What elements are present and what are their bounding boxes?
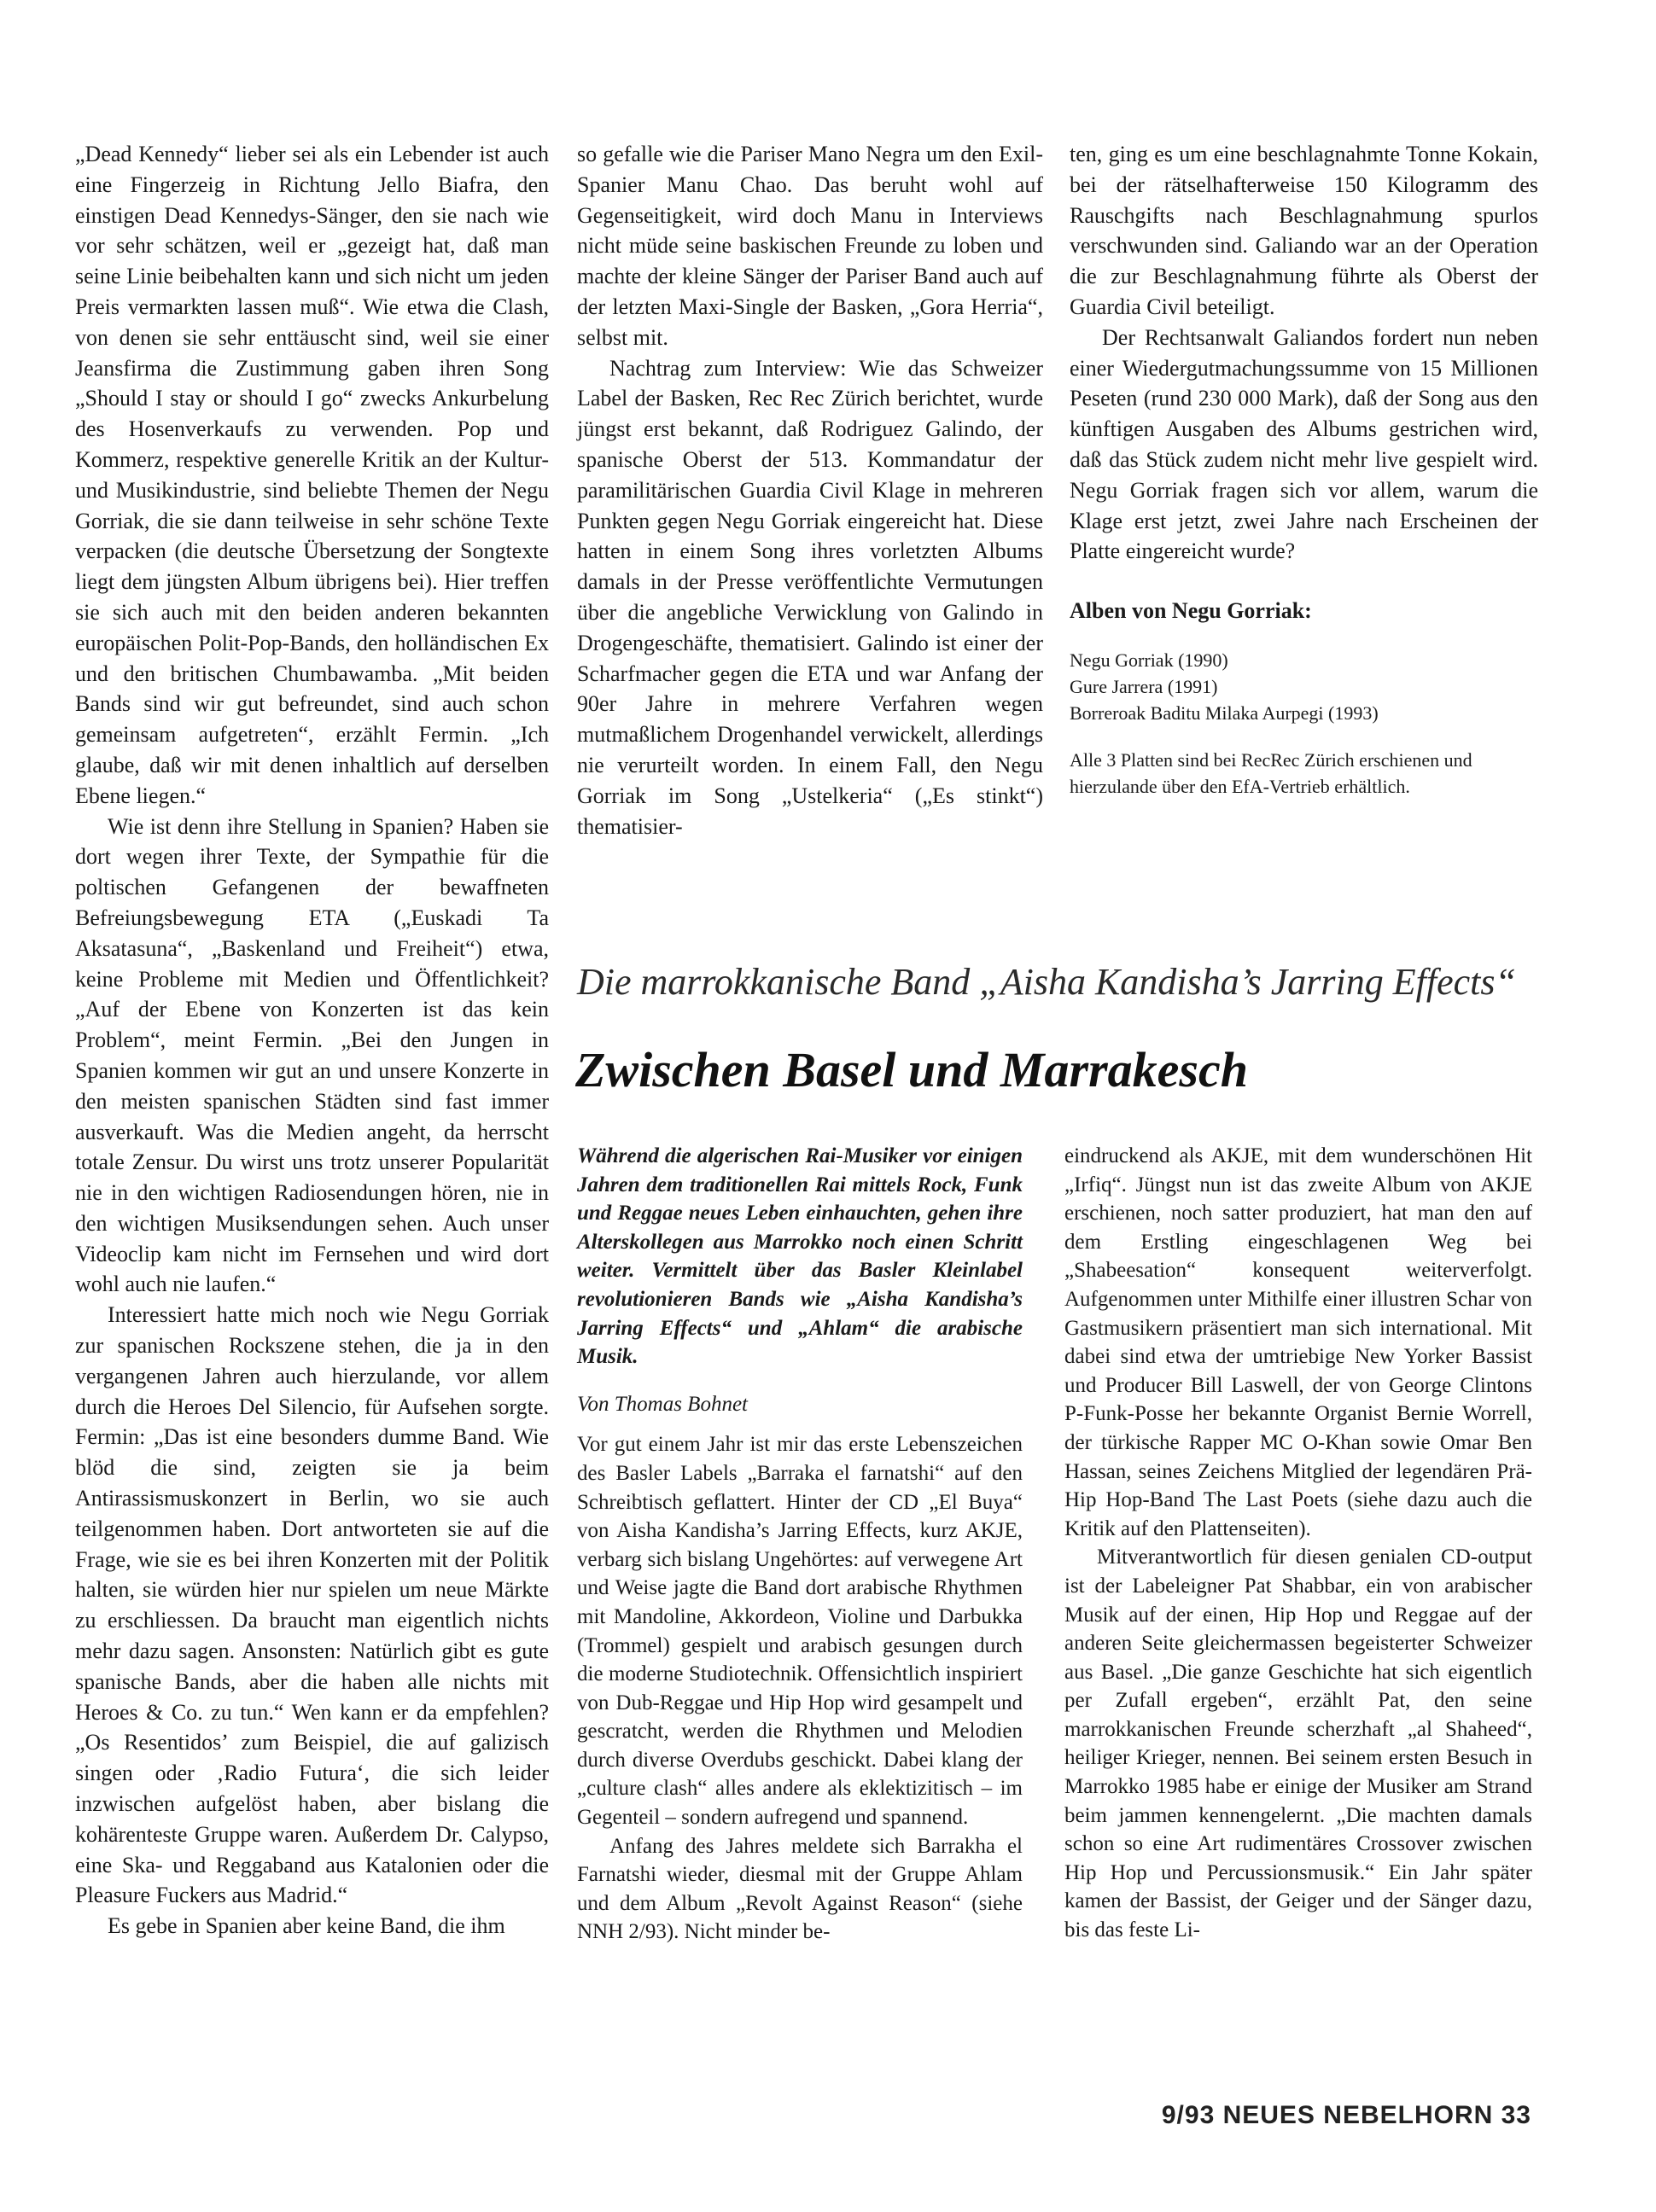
paragraph: so gefalle wie die Pariser Mano Negra um den Exil-Spanier Manu Chao. Das beruht wohl auf Gegenseitigkeit, wird doch Manu in Interviews nicht müde seine baskischen Freunde zu loben und machte der kleine Sänger der Pariser Band auch auf der letzten Maxi-Single der Basken, „Gora Herria“, selbst mit. bbox=[577, 142, 1043, 350]
album-item: Gure Jarrera (1991) bbox=[1070, 675, 1218, 697]
article-lead: Während die algerischen Rai-Musiker vor einigen Jahren dem traditionellen Rai mittels Rock, Funk und Reggae neues Leben einhauchten, gehen ihre Alterskollegen aus Marrokko noch einen Schritt weiter. Vermittelt über das Basler Kleinlabel revolutionieren Bands wie „Aisha Kandisha’s Jarring Effects“ und „Ahlam“ die arabische Musik. bbox=[577, 1144, 1023, 1369]
byline: Von Thomas Bohnet bbox=[577, 1392, 748, 1416]
paragraph: Anfang des Jahres meldete sich Barrakha el Farnatshi wieder, diesmal mit der Gruppe Ahlam und dem Album „Revolt Against Reason“ (siehe NNH 2/93). Nicht minder be- bbox=[577, 1834, 1023, 1944]
article2-column-1 bbox=[577, 1142, 1023, 1947]
article-column-2 bbox=[577, 139, 1043, 841]
article-column-1 bbox=[75, 139, 549, 1941]
paragraph: eindruckend als AKJE, mit dem wunderschönen Hit „Irfiq“. Jüngst nun ist das zweite Album von AKJE erschienen, noch satter produziert, hat man den auf dem Erstling eingeschlagenen Weg bei „Shabeesation“ konsequent weiterverfolgt. Aufgenommen unter Mithilfe einer illustren Schar von Gastmusikern präsentiert man sich international. Mit dabei sind etwa der umtriebige New Yorker Bassist und Producer Bill Laswell, der von George Clintons P-Funk-Posse her bekannte Organist Bernie Worrell, der türkische Rapper MC O-Khan sowie Omar Ben Hassan, seines Zeichens Mitglied der legendären Prä-Hip Hop-Band The Last Poets (siehe dazu auch die Kritik auf den Plattenseiten). bbox=[1064, 1144, 1532, 1540]
album-item: Negu Gorriak (1990) bbox=[1070, 649, 1228, 671]
paragraph: Es gebe in Spanien aber keine Band, die ihm bbox=[108, 1913, 505, 1939]
albums-list bbox=[1070, 647, 1538, 726]
article-headline: Zwischen Basel und Marrakesch bbox=[575, 1042, 1248, 1097]
paragraph: Der Rechtsanwalt Galiandos fordert nun neben einer Wiedergutmachungssumme von 15 Millionen Peseten (rund 230 000 Mark), daß der Song aus den künftigen Ausgaben des Albums gestrichen wird, daß das Stück zudem nicht mehr live gespielt wird. Negu Gorriak fragen sich vor allem, warum die Klage erst jetzt, zwei Jahre nach Erscheinen der Platte eingereicht wurde? bbox=[1070, 324, 1538, 564]
paragraph: Nachtrag zum Interview: Wie das Schweizer Label der Basken, Rec Rec Zürich berichtet, wurde jüngst erst bekannt, daß Rodriguez Galindo, der spanische Oberst der 513. Kommandatur der paramilitärischen Guardia Civil Klage in mehreren Punkten gegen Negu Gorriak eingereicht hat. Diese hatten in einem Song ihres vorletzten Albums damals in der Presse veröffentlichte Vermutungen über die angebliche Verwicklung von Galindo in Drogengeschäfte, thematisiert. Galindo ist einer der Scharfmacher gegen die ETA und war Anfang der 90er Jahre in mehrere Verfahren wegen mutmaßlichem Drogenhandel verwickelt, allerdings nie verurteilt worden. In einem Fall, den Negu Gorriak im Song „Ustelkeria“ („Es stinkt“) thematisier- bbox=[577, 355, 1043, 839]
albums-heading: Alben von Negu Gorriak: bbox=[1070, 598, 1312, 624]
article2-column-2 bbox=[1064, 1142, 1532, 1945]
paragraph: Vor gut einem Jahr ist mir das erste Lebenszeichen des Basler Labels „Barraka el farnatshi“ auf den Schreibtisch geflattert. Hinter der CD „El Buya“ von Aisha Kandisha’s Jarring Effects, kurz AKJE, verbarg sich bislang Ungehörtes: auf verwegene Art und Weise jagte die Band dort arabische Rhythmen mit Mandoline, Akkordeon, Violine und Darbukka (Trommel) gespielt und arabisch gesungen durch die moderne Studiotechnik. Offensichtlich inspiriert von Dub-Reggae und Hip Hop wird gesampelt und gescratcht, werden die Rhythmen und Melodien durch diverse Overdubs geschickt. Dabei klang der „culture clash“ alles andere als eklektizitisch – im Gegenteil – sondern aufregend und spannend. bbox=[577, 1433, 1023, 1830]
paragraph: „Dead Kennedy“ lieber sei als ein Lebender ist auch eine Fingerzeig in Richtung Jello Biafra, den einstigen Dead Kennedys-Sänger, den sie nach wie vor sehr schätzen, weil er „gezeigt hat, daß man seine Linie beibehalten kann und sich nicht um jeden Preis vermarkten lassen muß“. Wie etwa die Clash, von denen sie sehr enttäuscht sind, weil sie einer Jeansfirma die Zustimmung gaben ihren Song „Should I stay or should I go“ zwecks Ankurbelung des Hosenverkaufs zu verwenden. Pop und Kommerz, respektive generelle Kritik an der Kultur- und Musikindustrie, sind beliebte Themen der Negu Gorriak, die sie dann teilweise in sehr schöne Texte verpacken (die deutsche Übersetzung der Songtexte liegt dem jüngsten Album übrigens bei). Hier treffen sie sich auch mit den beiden anderen bekannten europäischen Polit-Pop-Bands, den holländischen Ex und den britischen Chumbawamba. „Mit beiden Bands sind wir gut befreundet, sind auch schon gemeinsam aufgetreten“, erzählt Fermin. „Ich glaube, daß wir mit denen inhaltlich auf derselben Ebene liegen.“ bbox=[75, 142, 549, 808]
album-item: Borreroak Baditu Milaka Aurpegi (1993) bbox=[1070, 701, 1379, 724]
albums-note: Alle 3 Platten sind bei RecRec Zürich erschienen und hierzulande über den EfA-Vertrieb erhältlich. bbox=[1070, 748, 1472, 797]
paragraph: ten, ging es um eine beschlagnahmte Tonne Kokain, bei der rätselhafterweise 150 Kilogramm des Rauschgifts nach Beschlagnahmung spurlos verschwunden sind. Galiando war an der Operation die zur Beschlagnahmung führte als Oberst der Guardia Civil beteiligt. bbox=[1070, 142, 1538, 319]
paragraph: Wie ist denn ihre Stellung in Spanien? Haben sie dort wegen ihrer Texte, der Sympathie für die poltischen Gefangenen der bewaffneten Befreiungsbewegung ETA („Euskadi Ta Aksatasuna“, „Baskenland und Freiheit“) etwa, keine Probleme mit Medien und Öffentlichkeit? „Auf der Ebene von Konzerten ist das kein Problem“, meint Fermin. „Bei den Jungen in Spanien kommen wir gut an und unsere Konzerte in den meisten spanischen Städten sind fast immer ausverkauft. Was die Medien angeht, da herrscht totale Zensur. Du wirst uns trotz unserer Popularität nie in den wichtigen Radiosendungen hören, nie in den wichtigen Musiksendungen sehen. Auch unser Videoclip kam nicht im Fernsehen und wird dort wohl auch nie laufen.“ bbox=[75, 813, 549, 1297]
article-column-3 bbox=[1070, 139, 1538, 800]
paragraph: Interessiert hatte mich noch wie Negu Gorriak zur spanischen Rockszene stehen, die ja in den vergangenen Jahren auch hierzulande, vor allem durch die Heroes Del Silencio, für Aufsehen sorgte. Fermin: „Das ist eine besonders dumme Band. Wie blöd die sind, zeigten sie ja beim Antirassismuskonzert in Berlin, wo sie auch teilgenommen haben. Dort antworteten sie auf die Frage, wie sie es bei ihren Konzerten mit der Politik halten, sie würden hier nur spielen um neue Märkte zu erschliessen. Da braucht man eigentlich nichts mehr dazu sagen. Ansonsten: Natürlich gibt es gute spanische Bands, aber die haben alle nichts mit Heroes & Co. zu tun.“ Wen kann er da empfehlen? „Os Resentidos’ zum Beispiel, die auf galizisch singen oder ‚Radio Futura‘, die sich leider inzwischen aufgelöst haben, aber bislang die kohärenteste Gruppe waren. Außerdem Dr. Calypso, eine Ska- und Reggaband aus Katalonien oder die Pleasure Fuckers aus Madrid.“ bbox=[75, 1302, 549, 1908]
page-footer: 9/93 NEUES NEBELHORN 33 bbox=[1161, 2101, 1531, 2129]
paragraph: Mitverantwortlich für diesen genialen CD-output ist der Labeleigner Pat Shabbar, ein von arabischer Musik auf der einen, Hip Hop und Reggae auf der anderen Seite gleichermassen begeisterter Schweizer aus Basel. „Die ganze Geschichte hat sich eigentlich per Zufall ergeben“, erzählt Pat, den seine marrokkanischen Freunde scherzhaft „al Shaheed“, heiliger Krieger, nennen. Bei seinem ersten Besuch in Marrokko 1985 habe er einige der Musiker am Strand beim jammen kennengelernt. „Die machten damals schon so eine Art rudimentäres Crossover zwischen Hip Hop und Percussionsmusik.“ Ein Jahr später kamen der Bassist, der Geiger und der Sänger dazu, bis das feste Li- bbox=[1064, 1545, 1532, 1942]
article-kicker: Die marrokkanische Band „Aisha Kandisha’s Jarring Effects“ bbox=[577, 961, 1516, 1003]
